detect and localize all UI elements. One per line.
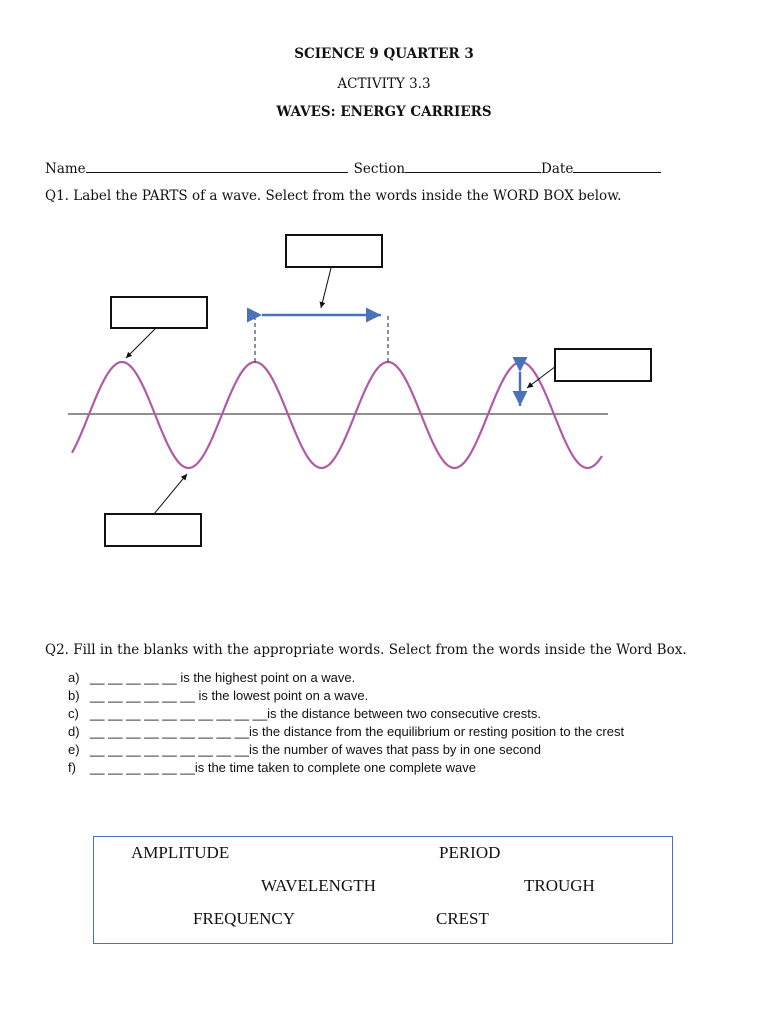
pointer-trough — [154, 474, 187, 514]
q2-item — [68, 706, 541, 721]
word-wavelength: WAVELENGTH — [261, 876, 376, 895]
word-crest: CREST — [436, 909, 489, 928]
q2-item — [68, 742, 541, 757]
q2-item — [68, 760, 476, 775]
section-label: Section — [353, 161, 406, 177]
q2-item-letter: f) — [68, 760, 76, 775]
label-box-right[interactable] — [555, 349, 651, 381]
date-label: Date — [541, 161, 574, 177]
pointer-crest — [126, 328, 156, 358]
q2-item-text: is the distance between two consecutive crests. — [267, 706, 541, 721]
q2-item-blank[interactable]: __ __ __ __ __ __ __ __ __ — [90, 742, 250, 757]
q2-item-blank[interactable]: __ __ __ __ __ __ — [90, 760, 195, 775]
q2-item — [68, 688, 368, 703]
q1-prompt: Q1. Label the PARTS of a wave. Select from the words inside the WORD BOX below. — [45, 188, 622, 204]
q2-item — [68, 724, 624, 739]
pointer-wavelength — [321, 268, 331, 308]
q2-prompt: Q2. Fill in the blanks with the appropriate words. Select from the words inside the Word Box. — [45, 642, 687, 658]
q2-item-text: is the lowest point on a wave. — [198, 688, 369, 703]
word-period: PERIOD — [439, 843, 501, 862]
label-box-bottom[interactable] — [105, 514, 201, 546]
activity-number: ACTIVITY 3.3 — [337, 76, 431, 92]
label-box-top[interactable] — [286, 235, 382, 267]
name-label: Name — [45, 161, 86, 177]
worksheet-title: SCIENCE 9 QUARTER 3 — [294, 46, 474, 62]
q2-item-blank[interactable]: __ __ __ __ __ — [90, 670, 181, 685]
word-amplitude: AMPLITUDE — [131, 843, 230, 862]
word-trough: TROUGH — [524, 876, 595, 895]
q2-item-letter: d) — [68, 724, 80, 739]
q2-item-text: is the distance from the equilibrium or resting position to the crest — [249, 724, 625, 739]
q2-item-letter: c) — [68, 706, 79, 721]
sine-wave — [72, 362, 602, 468]
q2-item-blank[interactable]: __ __ __ __ __ __ __ __ __ — [90, 724, 250, 739]
q2-item-text: is the time taken to complete one complete wave — [194, 760, 476, 775]
q2-item-text: is the number of waves that pass by in one second — [249, 742, 541, 757]
q2-item-letter: b) — [68, 688, 80, 703]
q2-item-blank[interactable]: __ __ __ __ __ __ — [90, 688, 199, 703]
topic-title: WAVES: ENERGY CARRIERS — [276, 104, 492, 120]
label-box-left[interactable] — [111, 297, 207, 328]
q2-item-blank[interactable]: __ __ __ __ __ __ __ __ __ __ — [90, 706, 268, 721]
q2-item — [68, 670, 355, 685]
word-box — [93, 836, 673, 944]
q2-item-text: is the highest point on a wave. — [180, 670, 356, 685]
q2-item-letter: e) — [68, 742, 80, 757]
word-frequency: FREQUENCY — [193, 909, 296, 928]
q2-item-letter: a) — [68, 670, 80, 685]
